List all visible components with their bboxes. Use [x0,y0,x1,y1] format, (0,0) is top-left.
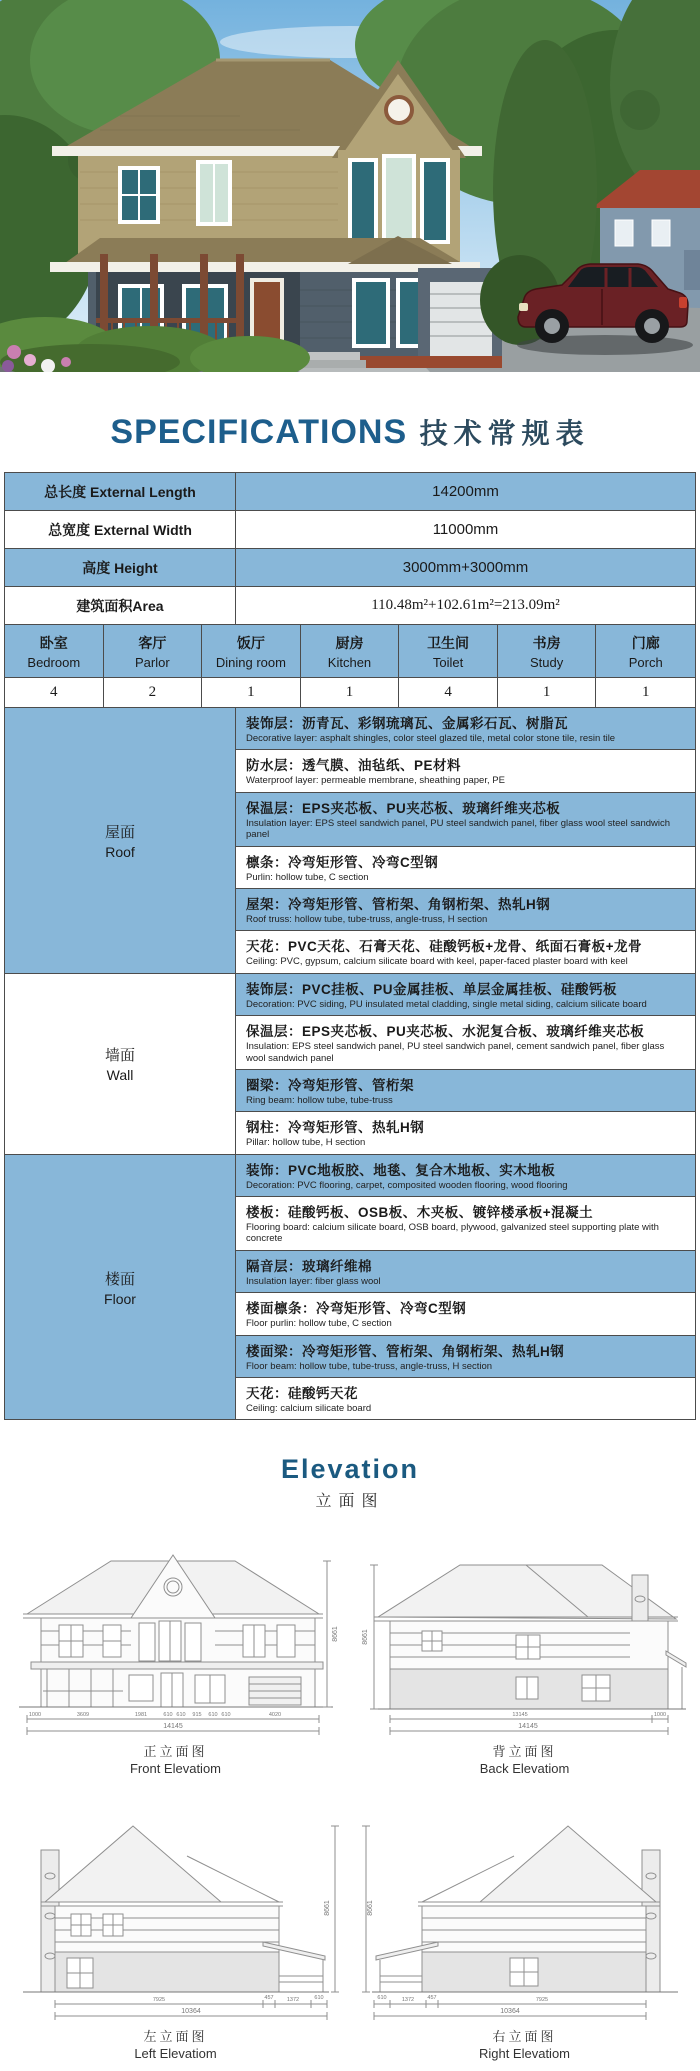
detail-en: Pillar: hollow tube, H section [246,1137,366,1149]
caption-cn: 背立面图 [492,1744,557,1760]
room-count: 4 [399,678,498,708]
room-header-kitchen [301,625,400,678]
house-render-image [0,0,700,372]
right-elevation-drawing [360,1786,690,2026]
detail-en: Purlin: hollow tube, C section [246,871,369,883]
room-header-dining [202,625,301,678]
detail-cn: 装饰：PVC地板胶、地毯、复合木地板、实木地板 [246,1162,556,1178]
dimension-label: 610 [313,1995,324,2002]
specifications-title [0,372,700,472]
detail-cn: 楼板：硅酸钙板、OSB板、木夹板、镀锌楼承板+混凝土 [246,1205,594,1221]
detail-cn: 装饰层：沥青瓦、彩钢琉璃瓦、金属彩石瓦、树脂瓦 [246,716,568,731]
elevation-title [0,1454,700,1511]
detail-cn: 天花：PVC天花、石膏天花、硅酸钙板+龙骨、纸面石膏板+龙骨 [246,939,643,955]
detail-en: Floor beam: hollow tube, tube-truss, angle-truss, H section [246,1360,493,1372]
detail-row [236,750,695,792]
spec-label: 建筑面积Area [5,587,236,624]
detail-cn: 保温层：EPS夹芯板、PU夹芯板、水泥复合板、玻璃纤维夹芯板 [246,1024,645,1040]
detail-en: Ring beam: hollow tube, tube-truss [246,1094,393,1106]
detail-row [236,931,695,972]
specifications-title-en: SPECIFICATIONS [110,413,408,451]
section-floor-rows [236,1155,695,1420]
detail-en: Ceiling: calcium silicate board [246,1403,372,1415]
section-wall [5,974,695,1155]
room-count: 1 [498,678,597,708]
section-roof [5,708,695,974]
room-count: 2 [104,678,203,708]
elevation-title-cn: 立面图 [315,1493,385,1511]
room-table [5,625,695,708]
spec-tables [4,472,696,1420]
front-elevation-caption [1,1741,350,1776]
room-en: Study [530,655,564,670]
detail-row [236,1016,695,1070]
detail-cn: 楼面梁：冷弯矩形管、管桁架、角钢桁架、热轧H钢 [246,1343,565,1359]
detail-row [236,889,695,931]
detail-cn: 檩条：冷弯矩形管、冷弯C型钢 [246,854,439,870]
room-cn: 厨房 [335,635,364,651]
detail-cn: 天花：硅酸钙天花 [246,1386,358,1402]
detail-row [236,974,695,1016]
room-en: Porch [628,655,663,670]
room-en: Parlor [135,655,170,670]
room-en: Toilet [432,655,464,670]
left-elevation-caption [1,2026,350,2061]
detail-row [236,708,695,750]
room-header-parlor [104,625,203,678]
section-floor-label [5,1155,236,1420]
dimension-total-width: 14145 [517,1723,538,1731]
room-en: Dining room [215,655,286,670]
dimension-label: 13145 [511,1712,528,1719]
detail-row [236,1070,695,1112]
room-count: 1 [301,678,400,708]
back-elevation-caption [350,1741,699,1776]
caption-en: Front Elevatiom [129,1761,222,1777]
detail-en: Decorative layer: asphalt shingles, color steel glazed tile, metal color stone tile, resin tile [246,733,616,744]
spec-row-area [5,587,695,625]
dimension-label: 457 [426,1995,437,2002]
dimension-label: 4020 [268,1712,281,1719]
section-roof-rows [236,708,695,973]
dimension-label: 915 [191,1712,202,1719]
caption-cn: 右立面图 [492,2029,557,2045]
section-roof-label [5,708,236,973]
dimension-total-height: 8661 [366,1900,374,1917]
room-count: 4 [5,678,104,708]
spec-row-length [5,473,695,511]
elevation-grid [1,1519,699,2071]
dimension-label: 610 [220,1712,231,1719]
spec-row-width [5,511,695,549]
section-label-en: Roof [105,843,135,860]
detail-cn: 屋架：冷弯矩形管、管桁架、角钢桁架、热轧H钢 [246,896,551,912]
room-en: Kitchen [327,655,372,670]
spec-value: 3000mm+3000mm [402,559,529,576]
spec-value: 11000mm [432,521,499,538]
detail-en: Ceiling: PVC, gypsum, calcium silicate board with keel, paper-faced plaster board with keel [246,956,628,968]
front-elevation-drawing [11,1519,341,1741]
dimension-label: 3609 [76,1712,89,1719]
detail-row [236,1378,695,1419]
room-cn: 书房 [532,635,561,651]
section-label-en: Floor [104,1290,136,1307]
left-elevation [1,1786,350,2071]
room-cn: 客厅 [138,635,167,651]
detail-cn: 圈梁：冷弯矩形管、管桁架 [246,1077,414,1093]
spec-value: 14200mm [432,483,499,500]
dimension-total-width: 14145 [162,1723,183,1731]
spec-label: 高度 Height [5,549,236,586]
detail-en: Insulation layer: EPS steel sandwich panel, PU steel sandwich panel, fiber glass wool steel sandwich panel [246,817,671,841]
house-render-svg [0,0,700,372]
dimension-label: 1372 [401,1997,414,2004]
detail-en: Flooring board: calcium silicate board, OSB board, plywood, galvanized steel supporting plate with concrete [246,1222,659,1245]
right-elevation-caption [350,2026,699,2061]
detail-cn: 保温层：EPS夹芯板、PU夹芯板、玻璃纤维夹芯板 [246,800,561,816]
detail-row [236,1155,695,1197]
dimension-label: 1000 [653,1712,666,1719]
detail-en: Insulation layer: fiber glass wool [246,1275,381,1287]
detail-cn: 隔音层：玻璃纤维棉 [246,1258,372,1274]
detail-row [236,1112,695,1153]
dimension-label: 7925 [152,1997,165,2004]
detail-en: Floor purlin: hollow tube, C section [246,1318,392,1330]
spec-row-height [5,549,695,587]
specifications-title-cn: 技术常规表 [419,418,590,449]
left-elevation-drawing [11,1786,341,2026]
room-en: Bedroom [27,655,81,670]
detail-cn: 防水层：透气膜、油毡纸、PE材料 [246,758,462,774]
room-count: 1 [596,678,695,708]
detail-en: Insulation: EPS steel sandwich panel, PU steel sandwich panel, cement sandwich panel, fiber glass wool sandwich panel [246,1041,665,1064]
right-elevation [350,1786,699,2071]
detail-en: Decoration: PVC flooring, carpet, composited wooden flooring, wood flooring [246,1179,568,1191]
section-label-en: Wall [106,1067,134,1084]
dimension-total-height: 8661 [323,1900,331,1917]
spec-label: 总长度 External Length [5,473,236,510]
room-cn: 卫生间 [427,635,470,651]
caption-cn: 左立面图 [143,2029,208,2045]
dimension-label: 610 [207,1712,218,1719]
detail-row [236,847,695,889]
detail-en: Waterproof layer: permeable membrane, sheathing paper, PE [246,775,505,787]
detail-cn: 钢柱：冷弯矩形管、热轧H钢 [246,1120,425,1136]
section-label-cn: 墙面 [104,1047,135,1065]
detail-cn: 装饰层：PVC挂板、PU金属挂板、单层金属挂板、硅酸钙板 [246,981,618,997]
dimension-label: 457 [263,1995,274,2002]
caption-en: Left Elevatiom [134,2046,217,2062]
room-header-bedroom [5,625,104,678]
dimension-total-height: 8661 [361,1629,369,1646]
elevation-title-en: Elevation [280,1454,420,1485]
caption-cn: 正立面图 [143,1744,208,1760]
dimension-label: 7925 [535,1997,548,2004]
room-count: 1 [202,678,301,708]
detail-cn: 楼面檩条：冷弯矩形管、冷弯C型钢 [246,1301,467,1317]
detail-row [236,1197,695,1251]
dimension-label: 610 [162,1712,173,1719]
detail-row [236,793,695,847]
dimension-label: 610 [376,1995,387,2002]
room-cn: 门廊 [631,635,660,651]
dimension-total-width: 10364 [499,2008,520,2016]
caption-en: Back Elevatiom [479,1761,570,1777]
section-wall-label [5,974,236,1154]
room-header-porch [596,625,695,678]
back-elevation [350,1519,699,1786]
dimension-label: 1000 [28,1712,41,1719]
section-label-cn: 屋面 [104,823,135,841]
section-label-cn: 楼面 [104,1270,135,1288]
room-cn: 卧室 [39,635,68,651]
spec-value: 110.48m²+102.61m²=213.09m² [371,597,560,613]
section-wall-rows [236,974,695,1154]
detail-row [236,1293,695,1335]
detail-row [236,1251,695,1293]
dimension-label: 610 [175,1712,186,1719]
section-floor [5,1155,695,1420]
detail-en: Roof truss: hollow tube, tube-truss, angle-truss, H section [246,913,488,925]
spec-label: 总宽度 External Width [5,511,236,548]
front-elevation [1,1519,350,1786]
room-cn: 饭厅 [236,635,265,651]
back-elevation-drawing [360,1519,690,1741]
dimension-label: 1372 [286,1997,299,2004]
detail-row [236,1336,695,1378]
dimension-label: 1981 [134,1712,147,1719]
room-header-study [498,625,597,678]
caption-en: Right Elevatiom [478,2046,571,2062]
dimension-total-width: 10364 [180,2008,201,2016]
dimension-total-height: 8661 [331,1626,339,1643]
room-header-toilet [399,625,498,678]
detail-en: Decoration: PVC siding, PU insulated metal cladding, single metal siding, calcium silicate board [246,998,647,1010]
